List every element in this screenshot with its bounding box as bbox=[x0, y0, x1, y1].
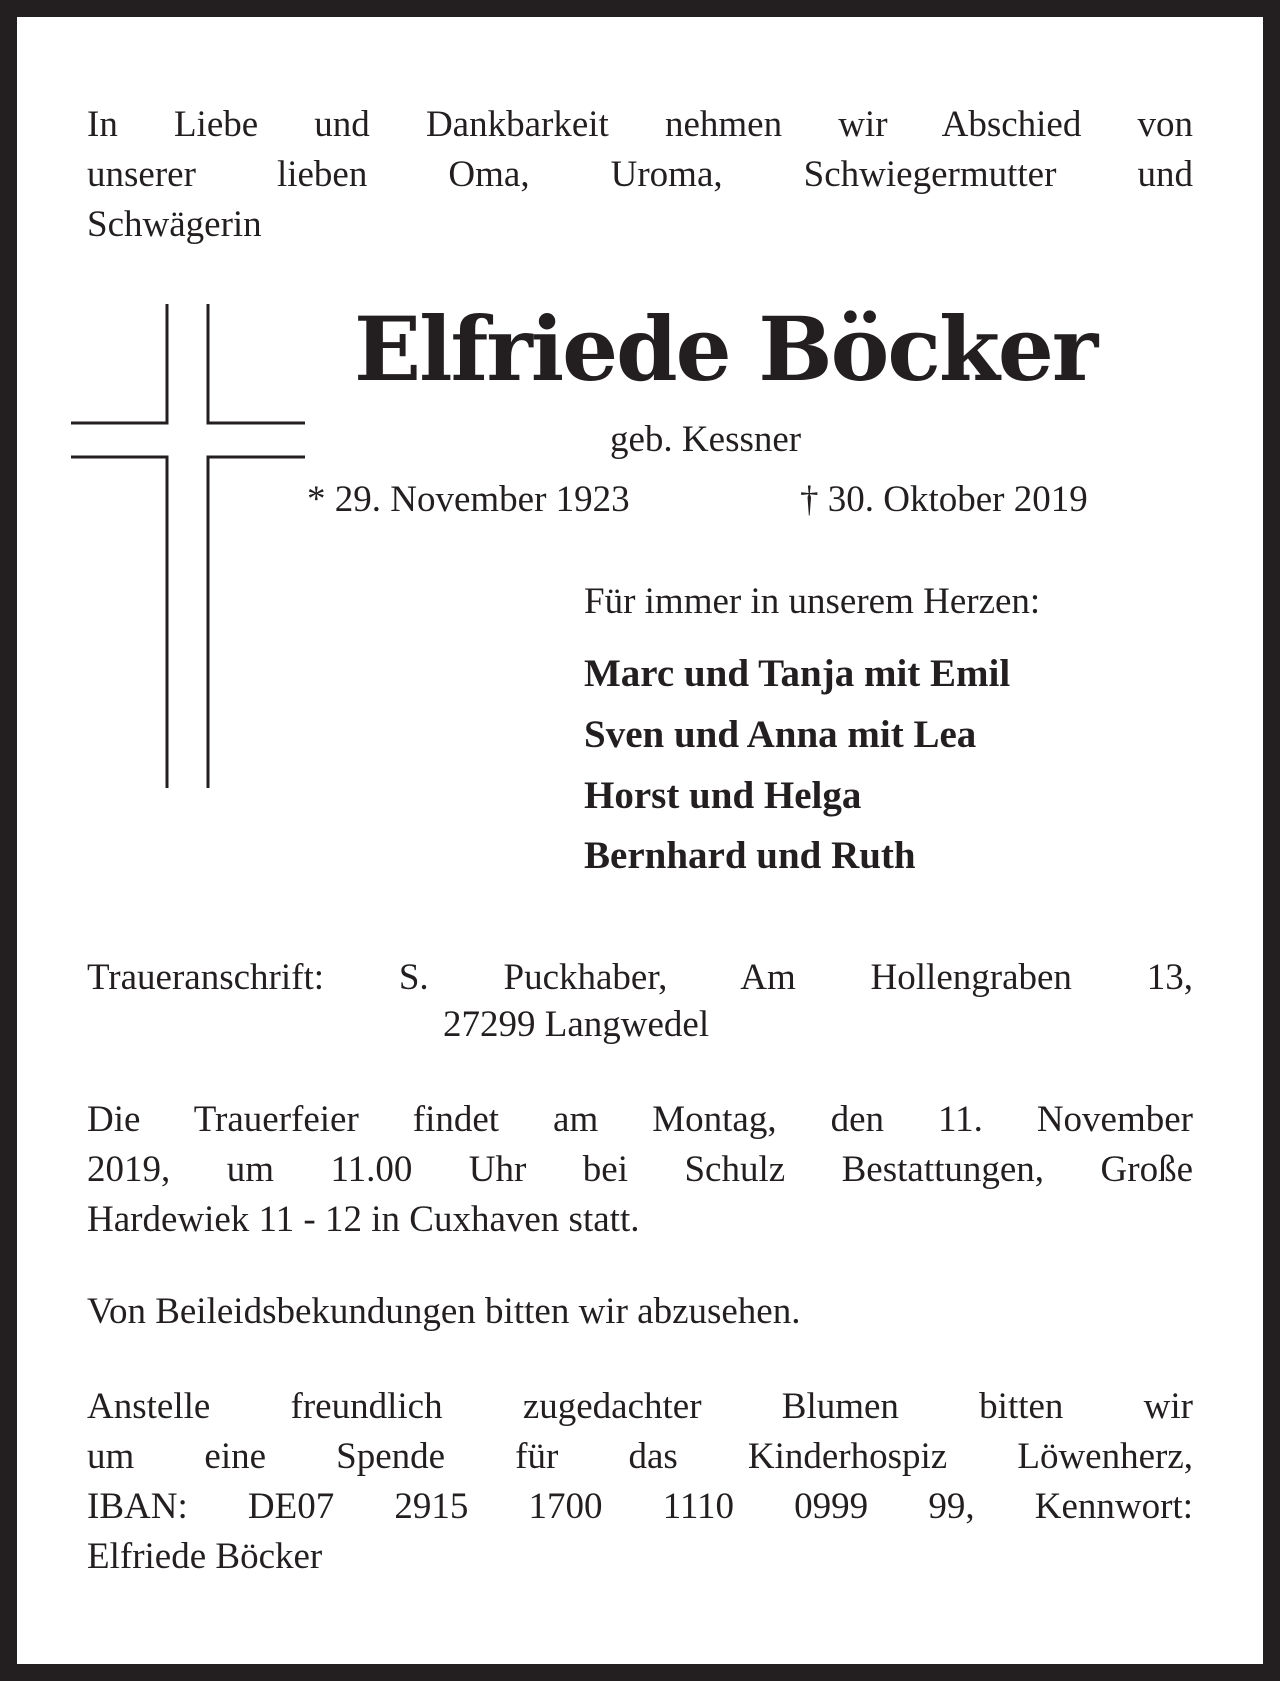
address-line-2: 27299 Langwedel bbox=[443, 1004, 710, 1045]
donation-line-3: IBAN: DE07 2915 1700 1110 0999 99, Kennwort: bbox=[87, 1486, 1193, 1527]
mourner-line: Marc und Tanja mit Emil bbox=[584, 652, 1011, 695]
mourners-heading: Für immer in unserem Herzen: bbox=[584, 581, 1041, 622]
cross-icon bbox=[67, 301, 307, 791]
donation-line-1: Anstelle freundlich zugedachter Blumen bitten wir bbox=[87, 1386, 1193, 1427]
mourner-line: Bernhard und Ruth bbox=[584, 834, 916, 877]
obituary-notice bbox=[17, 17, 1263, 1664]
intro-line-2: unserer lieben Oma, Uroma, Schwiegermutter und bbox=[87, 154, 1193, 195]
ceremony-line-3: Hardewiek 11 - 12 in Cuxhaven statt. bbox=[87, 1199, 640, 1240]
intro-line-1: In Liebe und Dankbarkeit nehmen wir Abschied von bbox=[87, 104, 1193, 145]
mourner-line: Horst und Helga bbox=[584, 774, 862, 817]
ceremony-line-1: Die Trauerfeier findet am Montag, den 11. November bbox=[87, 1099, 1193, 1140]
mourner-line: Sven und Anna mit Lea bbox=[584, 713, 977, 756]
donation-line-4: Elfriede Böcker bbox=[87, 1536, 323, 1577]
ceremony-line-2: 2019, um 11.00 Uhr bei Schulz Bestattungen, Große bbox=[87, 1149, 1193, 1190]
maiden-name: geb. Kessner bbox=[610, 419, 802, 460]
birth-date: * 29. November 1923 bbox=[307, 479, 630, 520]
donation-line-2: um eine Spende für das Kinderhospiz Löwenherz, bbox=[87, 1436, 1193, 1477]
condolence-note: Von Beileidsbekundungen bitten wir abzusehen. bbox=[87, 1291, 801, 1332]
death-date: † 30. Oktober 2019 bbox=[800, 479, 1088, 520]
deceased-name: Elfriede Böcker bbox=[354, 297, 1097, 401]
address-line-1: Traueranschrift: S. Puckhaber, Am Hollengraben 13, bbox=[87, 957, 1193, 998]
intro-line-3: Schwägerin bbox=[87, 204, 262, 245]
